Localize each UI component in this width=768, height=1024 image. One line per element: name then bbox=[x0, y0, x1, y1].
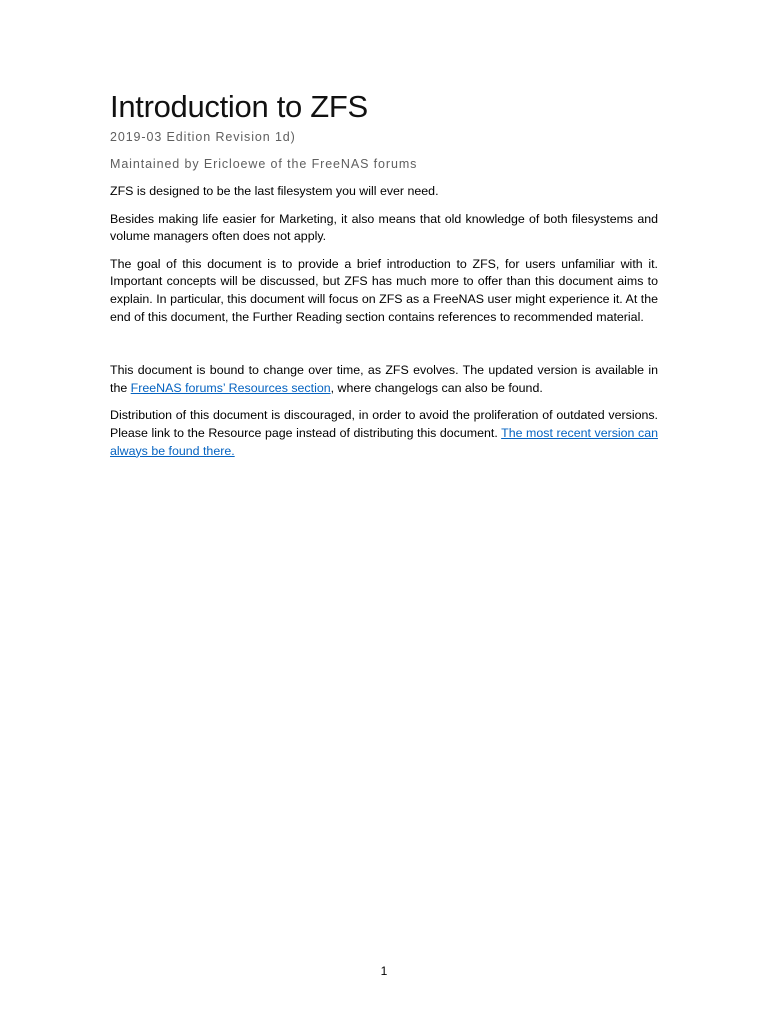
paragraph-distribution bbox=[110, 407, 658, 460]
paragraph-updates-text-after: , where changelogs can also be found. bbox=[330, 380, 543, 395]
paragraph-intro: ZFS is designed to be the last filesystem you will ever need. bbox=[110, 184, 439, 198]
resources-section-link[interactable]: FreeNAS forums’ Resources section bbox=[130, 380, 331, 395]
maintainer-line: Maintained by Ericloewe of the FreeNAS forums bbox=[110, 157, 418, 171]
paragraph-updates bbox=[110, 362, 658, 397]
document-title: Introduction to ZFS bbox=[110, 89, 368, 124]
most-recent-version-link[interactable]: The most recent version can always be found there. bbox=[110, 425, 658, 458]
edition-line: 2019-03 Edition Revision 1d) bbox=[110, 130, 296, 144]
page-content bbox=[110, 86, 658, 460]
page-number: 1 bbox=[380, 964, 388, 978]
paragraph-updates-text-before: This document is bound to change over time, as ZFS evolves. The updated version is available in the bbox=[110, 363, 658, 395]
paragraph-marketing: Besides making life easier for Marketing, it also means that old knowledge of both filesystems and volume managers often does not apply. bbox=[110, 211, 658, 244]
paragraph-distribution-text: Distribution of this document is discouraged, in order to avoid the proliferation of outdated versions. Please link to the Resource page instead of distributing this document. bbox=[110, 408, 658, 440]
paragraph-goal: The goal of this document is to provide a brief introduction to ZFS, for users unfamiliar with it. Important concepts will be discussed, but ZFS has much more to offer than this document aims to explain. In particular, this document will focus on ZFS as a FreeNAS user might experience it. At the end of this document, the Further Reading section contains references to recommended material. bbox=[110, 256, 658, 324]
